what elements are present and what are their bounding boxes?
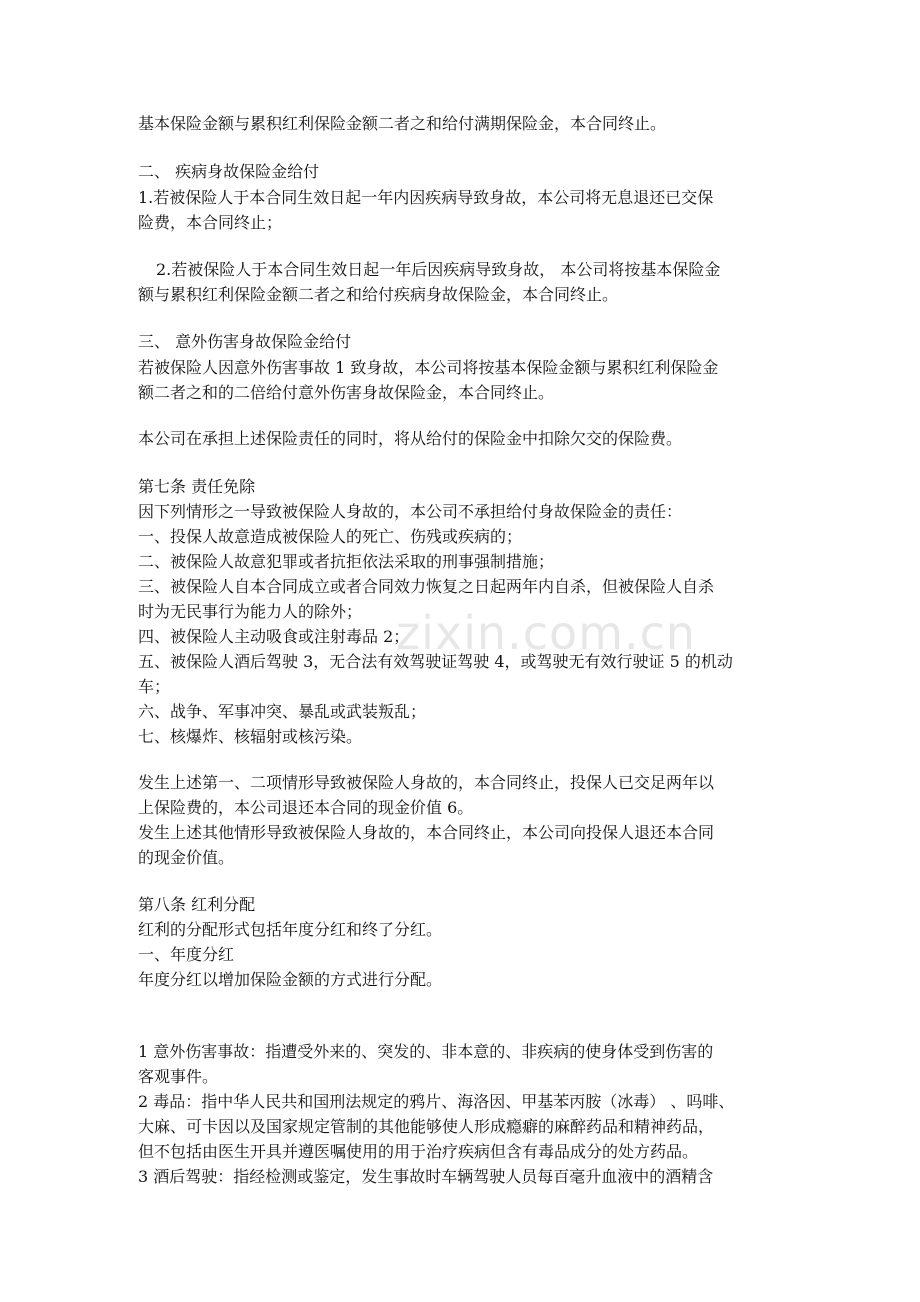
text-line: 额二者之和的二倍给付意外伤害身故保险金，本合同终止。 — [138, 383, 555, 402]
text-line: 基本保险金额与累积红利保险金额二者之和给付满期保险金，本合同终止。 — [138, 114, 667, 133]
watermark: zixin.com.cn — [396, 606, 697, 660]
text-line: 因下列情形之一导致被保险人身故的，本公司不承担给付身故保险金的责任： — [138, 502, 683, 521]
footnote: 2 毒品：指中华人民共和国刑法规定的鸦片、海洛因、甲基苯丙胺（冰毒） 、吗啡、 — [138, 1092, 735, 1111]
list-item: 六、战争、军事冲突、暴乱或武装叛乱； — [138, 702, 427, 721]
text-line: 年度分红以增加保险金额的方式进行分配。 — [138, 970, 443, 989]
list-item: 七、核爆炸、核辐射或核污染。 — [138, 727, 363, 746]
text-line: 2.若被保险人于本合同生效日起一年后因疾病导致身故， 本公司将按基本保险金 — [156, 260, 721, 279]
text-line: 的现金价值。 — [138, 848, 235, 867]
section-heading: 三、 意外伤害身故保险金给付 — [138, 332, 352, 351]
text-line: 红利的分配形式包括年度分红和终了分红。 — [138, 920, 443, 939]
text-line: 发生上述其他情形导致被保险人身故的，本合同终止，本公司向投保人退还本合同 — [138, 823, 715, 842]
list-item: 五、被保险人酒后驾驶 3，无合法有效驾驶证驾驶 4，或驾驶无有效行驶证 5 的机动 — [138, 652, 733, 671]
article-heading: 第七条 责任免除 — [138, 477, 256, 496]
section-heading: 一、年度分红 — [138, 945, 235, 964]
text-line: 本公司在承担上述保险责任的同时，将从给付的保险金中扣除欠交的保险费。 — [138, 429, 683, 448]
footnote: 1 意外伤害事故：指遭受外来的、突发的、非本意的、非疾病的使身体受到伤害的 — [138, 1042, 714, 1061]
text-line: 大麻、可卡因以及国家规定管制的其他能够使人形成瘾癖的麻醉药品和精神药品， — [138, 1117, 715, 1136]
text-line: 客观事件。 — [138, 1067, 219, 1086]
text-line: 发生上述第一、二项情形导致被保险人身故的，本合同终止，投保人已交足两年以 — [138, 773, 715, 792]
text-line: 上保险费的，本公司退还本合同的现金价值 6。 — [138, 798, 474, 817]
footnote: 3 酒后驾驶：指经检测或鉴定，发生事故时车辆驾驶人员每百毫升血液中的酒精含 — [138, 1167, 714, 1186]
text-line: 但不包括由医生开具并遵医嘱使用的用于治疗疾病但含有毒品成分的处方药品。 — [138, 1142, 699, 1161]
section-heading: 二、 疾病身故保险金给付 — [138, 162, 320, 181]
text-line: 若被保险人因意外伤害事故 1 致身故，本公司将按基本保险金额与累积红利保险金 — [138, 358, 719, 377]
text-line: 额与累积红利保险金额二者之和给付疾病身故保险金，本合同终止。 — [138, 285, 619, 304]
text-line: 险费，本合同终止； — [138, 213, 283, 232]
article-heading: 第八条 红利分配 — [138, 895, 256, 914]
list-item: 一、投保人故意造成被保险人的死亡、伤残或疾病的； — [138, 527, 523, 546]
list-item: 三、被保险人自本合同成立或者合同效力恢复之日起两年内自杀，但被保险人自杀 — [138, 577, 715, 596]
text-line: 时为无民事行为能力人的除外； — [138, 602, 363, 621]
text-line: 车； — [138, 677, 171, 696]
text-line: 1.若被保险人于本合同生效日起一年内因疾病导致身故，本公司将无息退还已交保 — [138, 188, 714, 207]
list-item: 四、被保险人主动吸食或注射毒品 2； — [138, 627, 410, 646]
list-item: 二、被保险人故意犯罪或者抗拒依法采取的刑事强制措施； — [138, 552, 555, 571]
